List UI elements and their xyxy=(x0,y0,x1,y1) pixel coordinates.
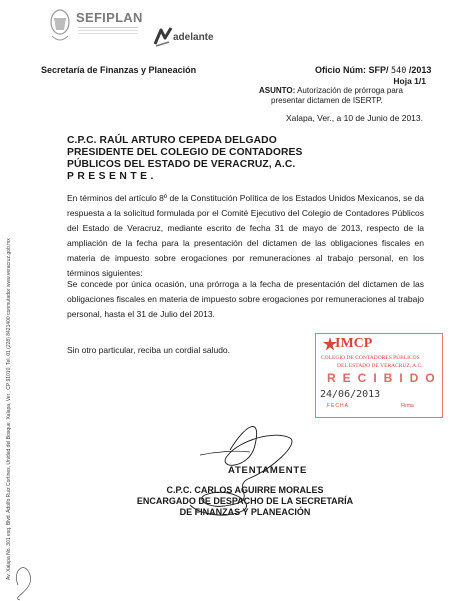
closing-greeting: Sin otro particular, reciba un cordial saludo. xyxy=(67,345,231,355)
body-paragraph-2: Se concede por única ocasión, una prórroga a la fecha de presentación del dictamen de las obligaciones fiscales en materia de impuesto sobre erogaciones por remuneraciones al trabajo personal, hasta el 31 de Julio del 2013. xyxy=(67,279,424,319)
vertical-address-footer: Av. Xalapa No. 301 esq. Blvd. Adolfo Ruiz Cortines, Unidad del Bosque, Xalapa, Ver., CP 91010, Tel. 01 (228) 8421400 conmutador www.veracruz.gob.mx xyxy=(6,238,12,580)
state-seal-icon xyxy=(48,8,72,48)
addressee-block xyxy=(67,135,303,183)
oficio-label: Oficio Núm: SFP/ xyxy=(315,65,389,75)
body-paragraph-1: En términos del artículo 8º de la Constitución Política de los Estados Unidos Mexicanos, se da respuesta a la solicitud formulada por el Comité Ejecutivo del Colegio de Contadores Públicos del Estado de Veracruz, mediante escrito de fecha 31 de mayo de 2013, respecto de la ampliación de la fecha para la presentación del dictamen de las obligaciones fiscales en materia de impuesto sobre erogaciones por remuneraciones al trabajo personal, en los términos siguientes: xyxy=(67,193,424,278)
stamp-firma-label: Firma xyxy=(401,403,414,409)
subject-block xyxy=(259,86,429,106)
adelante-logo xyxy=(153,26,223,52)
stamp-date: 24/06/2013 xyxy=(320,389,381,400)
place-date: Xalapa, Ver., a 10 de Junio de 2013. xyxy=(285,113,423,123)
atentamente: ATENTAMENTE xyxy=(228,465,308,476)
stamp-line-2: DEL ESTADO DE VERACRUZ, A.C. xyxy=(337,363,423,369)
page-count: Hoja 1/1 xyxy=(393,76,426,86)
subject-line-2: presentar dictamen de ISERTP. xyxy=(271,96,383,105)
oficio-number-value: 540 xyxy=(391,66,407,76)
sefiplan-subtitle-lines xyxy=(78,26,138,34)
adelante-wordmark: adelante xyxy=(173,32,214,43)
subject-line-1: Autorización de prórroga para xyxy=(297,86,403,95)
stamp-org: IMCP xyxy=(335,336,373,351)
adelante-mark-icon xyxy=(153,26,173,48)
addressee-name: C.P.C. RAÚL ARTURO CEPEDA DELGADO xyxy=(67,135,277,146)
oficio-number xyxy=(315,65,431,76)
signer-title-1: ENCARGADO DE DESPACHO DE LA SECRETARÍA xyxy=(136,496,354,506)
addressee-title-2: PÚBLICOS DEL ESTADO DE VERACRUZ, A.C. xyxy=(67,159,296,170)
department-name: Secretaría de Finanzas y Planeación xyxy=(41,65,197,75)
oficio-year: /2013 xyxy=(408,65,432,75)
signer-title-2: DE FINANZAS Y PLANEACIÓN xyxy=(179,507,311,517)
signer-block xyxy=(125,485,365,518)
stamp-line-1: COLEGIO DE CONTADORES PÚBLICOS xyxy=(321,355,420,361)
addressee-presente: PRESENTE. xyxy=(67,171,157,182)
signer-name: C.P.C. CARLOS AGUIRRE MORALES xyxy=(166,485,324,495)
addressee-title-1: PRESIDENTE DEL COLEGIO DE CONTADORES xyxy=(67,147,303,158)
stamp-fecha-label: FECHA xyxy=(327,403,349,409)
received-stamp xyxy=(315,333,443,418)
sefiplan-wordmark: SEFIPLAN xyxy=(76,10,143,25)
stamp-status: RECIBIDO xyxy=(327,371,442,385)
subject-label: ASUNTO: xyxy=(259,86,296,95)
sefiplan-logo xyxy=(48,8,143,56)
